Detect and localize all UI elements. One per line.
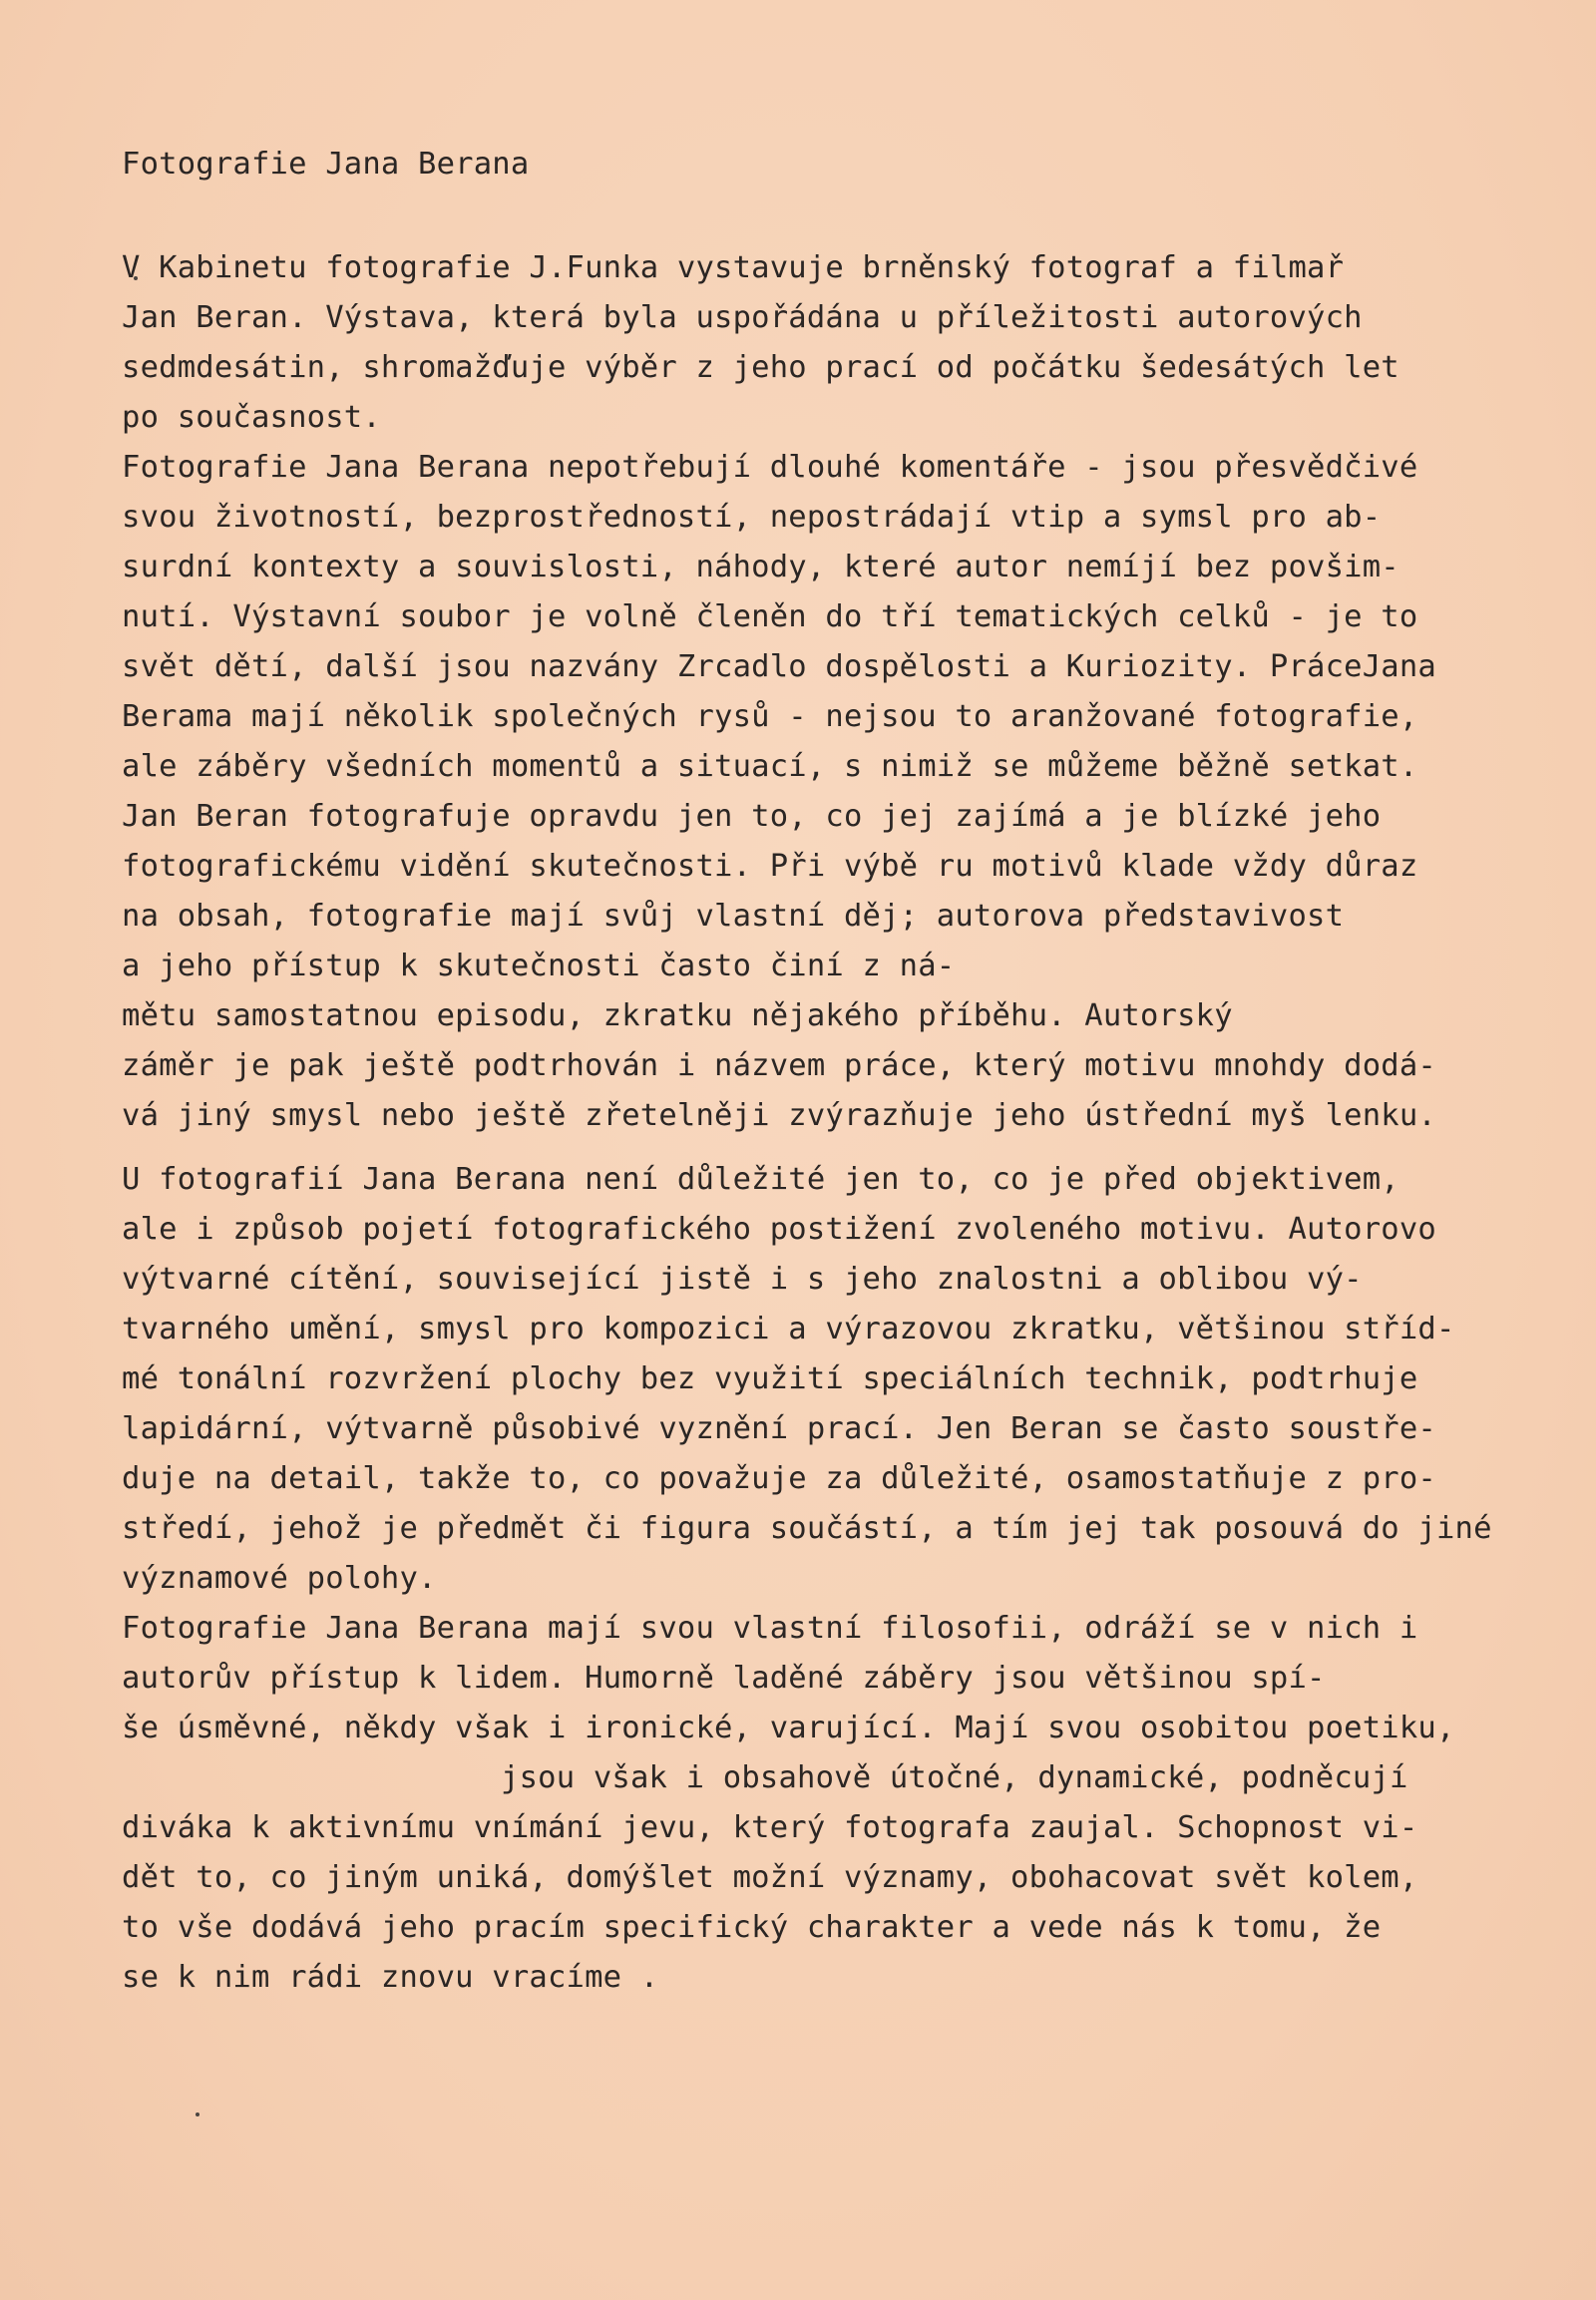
- paragraph: [122, 1604, 1538, 2003]
- typed-text: [122, 140, 1538, 2003]
- text-line: Jan Beran fotografuje opravdu jen to, co jej zajímá a je blízké jeho: [122, 799, 1382, 834]
- text-line: středí, jehož je předmět či figura součástí, a tím jej tak posouvá do jiné: [122, 1511, 1492, 1546]
- text-line: ale záběry všedních momentů a situací, s nimiž se můžeme běžně setkat.: [122, 749, 1418, 784]
- text-line: surdní kontexty a souvislosti, náhody, které autor nemíjí bez povšim-: [122, 550, 1399, 584]
- text-line: U fotografií Jana Berana není důležité jen to, co je před objektivem,: [122, 1162, 1399, 1197]
- text-line: Jan Beran. Výstava, která byla uspořádána u příležitosti autorových: [122, 300, 1363, 335]
- text-line: duje na detail, takže to, co považuje za důležité, osamostatňuje z pro-: [122, 1461, 1436, 1496]
- text-line: autorův přístup k lidem. Humorně laděné záběry jsou většinou spí-: [122, 1661, 1326, 1696]
- text-line: dět to, co jiným uniká, domýšlet možní významy, obohacovat svět kolem,: [122, 1860, 1418, 1895]
- paragraph: [122, 1155, 1538, 1604]
- paragraph-gap: [122, 1141, 1538, 1155]
- text-line: to vše dodává jeho pracím specifický charakter a vede nás k tomu, že: [122, 1910, 1382, 1945]
- text-line: mé tonální rozvržení plochy bez využití speciálních technik, podtrhuje: [122, 1361, 1418, 1396]
- text-line: mětu samostatnou episodu, zkratku nějakého příběhu. Autorský: [122, 998, 1233, 1033]
- text-line: výtvarné cítění, související jistě i s jeho znalostni a oblibou vý-: [122, 1262, 1363, 1297]
- text-line: se k nim rádi znovu vracíme .: [122, 1960, 659, 1995]
- text-line: lapidární, výtvarně působivé vyznění prací. Jen Beran se často soustře-: [122, 1411, 1436, 1446]
- text-line: na obsah, fotografie mají svůj vlastní děj; autorova představivost: [122, 899, 1345, 934]
- text-line: významové polohy.: [122, 1561, 437, 1596]
- text-line: Fotografie Jana Berana mají svou vlastní filosofii, odráží se v nich i: [122, 1611, 1418, 1646]
- text-line: po současnost.: [122, 400, 381, 435]
- text-line: a jeho přístup k skutečnosti často činí z ná-: [122, 949, 956, 983]
- text-line: fotografickému vidění skutečnosti. Při výbě ru motivů klade vždy důraz: [122, 849, 1418, 884]
- text-line: záměr je pak ještě podtrhován i názvem práce, který motivu mnohdy dodá-: [122, 1048, 1436, 1083]
- text-line: Fotografie Jana Berana nepotřebují dlouhé komentáře - jsou přesvědčivé: [122, 450, 1418, 485]
- text-line: diváka k aktivnímu vnímání jevu, který fotografa zaujal. Schopnost vi-: [122, 1810, 1418, 1845]
- paragraph: [122, 443, 1538, 1141]
- text-line: V Kabinetu fotografie J.Funka vystavuje brněnský fotograf a filmař: [122, 250, 1345, 285]
- paragraph: [122, 243, 1538, 443]
- text-line: tvarného umění, smysl pro kompozici a výrazovou zkratku, většinou stříd-: [122, 1312, 1455, 1346]
- text-line: jsou však i obsahově útočné, dynamické, podněcují: [501, 1760, 1408, 1795]
- text-line: sedmdesátin, shromažďuje výběr z jeho prací od počátku šedesátých let: [122, 350, 1399, 385]
- text-line: svět dětí, další jsou nazvány Zrcadlo dospělosti a Kuriozity. PráceJana: [122, 649, 1436, 684]
- text-line: vá jiný smysl nebo ještě zřetelněji zvýrazňuje jeho ústřední myš lenku.: [122, 1098, 1436, 1133]
- text-line: še úsměvné, někdy však i ironické, varující. Mají svou osobitou poetiku,: [122, 1711, 1455, 1745]
- document-title: Fotografie Jana Berana: [122, 147, 530, 182]
- text-line: nutí. Výstavní soubor je volně členěn do tří tematických celků - je to: [122, 599, 1418, 634]
- text-line: svou životností, bezprostředností, nepostrádají vtip a symsl pro ab-: [122, 500, 1382, 535]
- paper-speck: [196, 2112, 200, 2116]
- text-line: ale i způsob pojetí fotografického postižení zvoleného motivu. Autorovo: [122, 1212, 1436, 1247]
- text-line: Berama mají několik společných rysů - nejsou to aranžované fotografie,: [122, 699, 1418, 734]
